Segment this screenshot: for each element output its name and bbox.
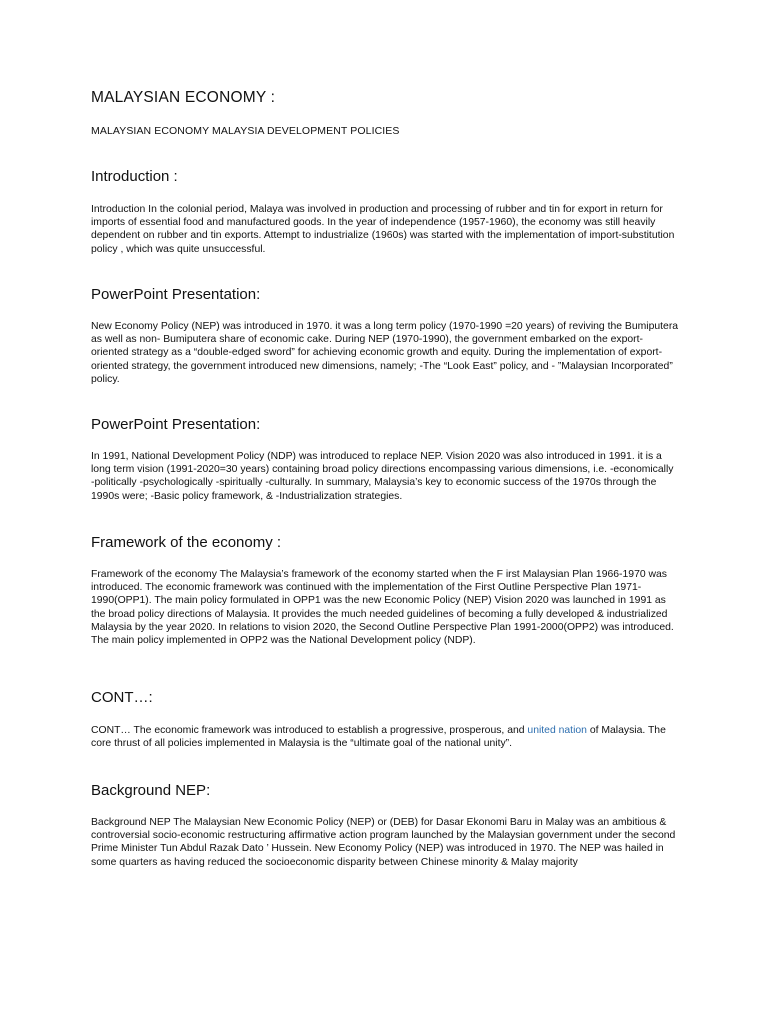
section-heading-background-nep: Background NEP: <box>91 782 211 799</box>
section-body-powerpoint-1: New Economy Policy (NEP) was introduced in 1970. it was a long term policy (1970-1990 =20 years) of reviving the Bumiputera as well as non- Bumiputera share of economic cake. During NEP (1970-1990), the government embarked on the export-oriented strategy as a “double-edged sword” for achieving economic growth and equity. During the implementation of export-oriented strategy, the government introduced new dimensions, namely; -The “Look East” policy, and - ”Malaysian Incorporated” policy. <box>91 321 679 385</box>
section-body-background-nep: Background NEP The Malaysian New Economic Policy (NEP) or (DEB) for Dasar Ekonomi Baru in Malay was an ambitious & controversial socio-economic restructuring affirmative action program launched by the Malaysian government under the second Prime Minister Tun Abdul Razak Dato ’ Hussein. New Economy Policy (NEP) was introduced in 1970. The NEP was hailed in some quarters as having reduced the socioeconomic disparity between Chinese minority & Malay majority <box>91 817 676 868</box>
document-subtitle: MALAYSIAN ECONOMY MALAYSIA DEVELOPMENT POLICIES <box>91 125 400 137</box>
section-body-framework: Framework of the economy The Malaysia’s framework of the economy started when the F irst Malaysian Plan 1966-1970 was introduced. The economic framework was continued with the implementation of the First Outline Perspective Plan 1971-1990(OPP1). The main policy formulated in OPP1 was the new Economic Policy (NEP) Vision 2020 was launched in 1991 as the broad policy directions of Malaysia. It provides the much needed guidelines of becoming a fully developed & industrialized Malaysia by the year 2020. In relations to vision 2020, the Second Outline Perspective Plan 1991-2000(OPP2) was introduced. The main policy implemented in OPP2 was the National Development policy (NDP). <box>91 569 674 647</box>
cont-text-after-link: of Malaysia. The core thrust of all policies implemented in Malaysia is the “ultimate goal of the national unity”. <box>91 725 666 750</box>
cont-text-before-link: CONT… The economic framework was introduced to establish a progressive, prosperous, and <box>91 725 528 736</box>
united-nation-link[interactable]: united nation <box>527 725 587 736</box>
section-heading-framework: Framework of the economy : <box>91 534 282 551</box>
section-heading-powerpoint-1: PowerPoint Presentation: <box>91 286 261 303</box>
section-heading-powerpoint-2: PowerPoint Presentation: <box>91 416 261 433</box>
section-body-powerpoint-2: In 1991, National Development Policy (NDP) was introduced to replace NEP. Vision 2020 was also introduced in 1991. it is a long term vision (1991-2020=30 years) containing broad policy directions encompassing various dimensions, i.e. -economically -politically -psychologically -spiritually -culturally. In summary, Malaysia’s key to economic success of the 1970s through the 1990s were; -Basic policy framework, & -Industrialization strategies. <box>91 451 674 502</box>
section-heading-introduction: Introduction : <box>91 168 178 185</box>
document-title: MALAYSIAN ECONOMY : <box>91 89 276 106</box>
section-heading-cont: CONT…: <box>91 689 153 706</box>
section-body-cont <box>91 724 679 750</box>
section-body-introduction: Introduction In the colonial period, Malaya was involved in production and processing of rubber and tin for export in return for imports of essential food and manufactured goods. In the year of independence (1957-1960), the economy was still heavily dependent on rubber and tin exports. Attempt to industrialize (1960s) was started with the implementation of import-substitution policy , which was quite unsuccessful. <box>91 204 675 255</box>
